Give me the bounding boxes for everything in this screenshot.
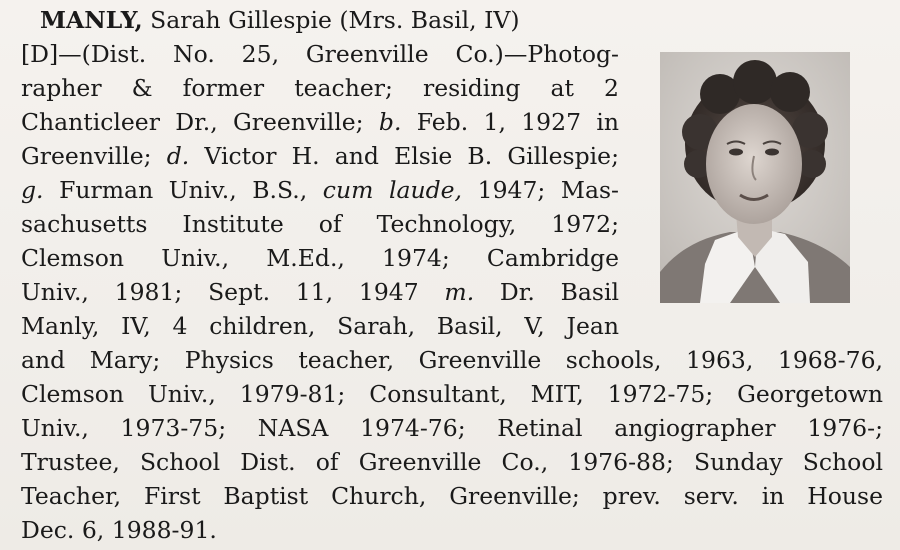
entry-line-9-b: Dr. Basil [474,278,619,306]
entry-line-6-graduated: g. [21,176,44,204]
entry-line-4 [21,106,619,138]
entry-line-2: [D]—(Dist. No. 25, Greenville Co.)—Photog- [21,40,619,68]
entry-line-8: Clemson Univ., M.Ed., 1974; Cambridge [21,244,619,272]
entry-line-5-a: Greenville; [21,142,167,170]
entry-line-16: Dec. 6, 1988-91. [21,516,217,544]
entry-line-5 [21,140,619,172]
entry-line-1-text: Sarah Gillespie (Mrs. Basil, IV) [142,6,520,34]
entry-line-3: rapher & former teacher; residing at 2 [21,74,619,102]
entry-line-9-married: m. [444,278,475,306]
entry-line-15: Teacher, First Baptist Church, Greenville; prev. serv. in House [21,482,883,510]
entry-line-6-b: 1947; Mas- [462,176,619,204]
entry-line-1 [40,4,598,36]
entry-line-5-daughter: d. [166,142,190,170]
entry-line-6-honor: cum laude, [322,176,463,204]
entry-line-4-b: Feb. 1, 1927 in [401,108,619,136]
entry-line-10: Manly, IV, 4 children, Sarah, Basil, V, Jean [21,312,619,340]
entry-line-14: Trustee, School Dist. of Greenville Co., 1976-88; Sunday School [21,448,883,476]
entry-line-4-a: Chanticleer Dr., Greenville; [21,108,379,136]
entry-line-7: sachusetts Institute of Technology, 1972; [21,210,619,238]
entry-line-12: Clemson Univ., 1979-81; Consultant, MIT, 1972-75; Georgetown [21,380,883,408]
entry-line-4-born: b. [378,108,402,136]
entry-name: MANLY, [40,6,143,34]
entry-line-9-a: Univ., 1981; Sept. 11, 1947 [21,278,445,306]
entry-line-6-a: Furman Univ., B.S., [43,176,323,204]
entry-line-13: Univ., 1973-75; NASA 1974-76; Retinal angiographer 1976-; [21,414,883,442]
entry-line-6 [21,174,619,206]
entry-line-9 [21,276,619,308]
portrait-icon [660,52,850,303]
entry-line-5-b: Victor H. and Elsie B. Gillespie; [189,142,619,170]
portrait-photo [660,52,850,303]
entry-line-11: and Mary; Physics teacher, Greenville schools, 1963, 1968-76, [21,346,883,374]
